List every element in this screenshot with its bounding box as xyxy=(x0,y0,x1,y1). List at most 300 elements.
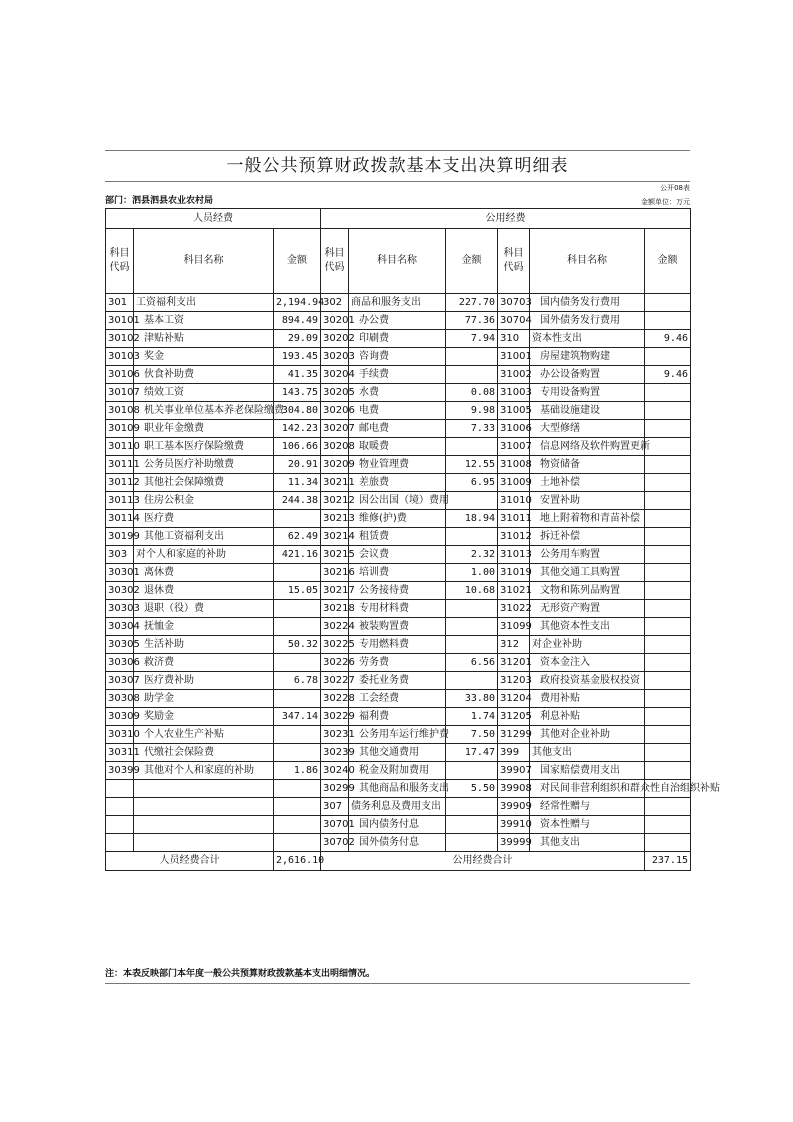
subject-amount xyxy=(274,816,321,834)
subject-amount: 5.50 xyxy=(446,780,498,798)
subject-amount: 421.16 xyxy=(274,546,321,564)
subject-code: 31011 xyxy=(498,510,530,528)
subject-amount xyxy=(446,834,498,852)
subject-name: 被装购置费 xyxy=(349,618,446,636)
subject-code: 39908 xyxy=(498,780,530,798)
subject-amount xyxy=(645,528,691,546)
table-row xyxy=(106,600,691,618)
subject-name: 公务接待费 xyxy=(349,582,446,600)
subject-code: 31007 xyxy=(498,438,530,456)
subject-code: 31008 xyxy=(498,456,530,474)
subject-code: 30229 xyxy=(321,708,349,726)
subject-code: 30702 xyxy=(321,834,349,852)
subject-name: 奖金 xyxy=(134,348,274,366)
subject-amount xyxy=(645,672,691,690)
subject-amount: 11.34 xyxy=(274,474,321,492)
subject-name: 差旅费 xyxy=(349,474,446,492)
header-name: 科目名称 xyxy=(530,229,645,294)
personnel-total-label: 人员经费合计 xyxy=(106,852,274,871)
subject-amount xyxy=(274,654,321,672)
subject-code: 30239 xyxy=(321,744,349,762)
table-row xyxy=(106,546,691,564)
subject-name: 邮电费 xyxy=(349,420,446,438)
subject-amount xyxy=(274,726,321,744)
subject-code: 31099 xyxy=(498,618,530,636)
subject-amount xyxy=(645,744,691,762)
subject-amount xyxy=(645,816,691,834)
subject-code: 30703 xyxy=(498,294,530,312)
subject-amount: 304.80 xyxy=(274,402,321,420)
subject-name: 土地补偿 xyxy=(530,474,645,492)
personnel-total-value: 2,616.10 xyxy=(274,852,321,871)
subject-code: 30216 xyxy=(321,564,349,582)
subject-amount: 15.05 xyxy=(274,582,321,600)
subject-name: 其他支出 xyxy=(530,744,645,762)
subject-code xyxy=(106,816,134,834)
subject-amount xyxy=(645,618,691,636)
table-row xyxy=(106,492,691,510)
subject-name: 拆迁补偿 xyxy=(530,528,645,546)
subject-code xyxy=(106,798,134,816)
subject-name: 物业管理费 xyxy=(349,456,446,474)
subject-amount: 7.50 xyxy=(446,726,498,744)
subject-amount xyxy=(446,492,498,510)
subject-name: 退休费 xyxy=(134,582,274,600)
subject-code: 30218 xyxy=(321,600,349,618)
subject-name: 公务用车运行维护费 xyxy=(349,726,446,744)
subject-amount xyxy=(446,438,498,456)
subject-name: 地上附着物和青苗补偿 xyxy=(530,510,645,528)
subject-amount xyxy=(446,618,498,636)
subject-code: 30224 xyxy=(321,618,349,636)
table-row xyxy=(106,744,691,762)
subject-name: 取暖费 xyxy=(349,438,446,456)
subject-amount: 142.23 xyxy=(274,420,321,438)
subject-name: 伙食补助费 xyxy=(134,366,274,384)
subject-amount xyxy=(645,582,691,600)
subject-amount: 9.98 xyxy=(446,402,498,420)
subject-code: 31012 xyxy=(498,528,530,546)
subject-code xyxy=(106,834,134,852)
subject-code: 30213 xyxy=(321,510,349,528)
subject-name: 生活补助 xyxy=(134,636,274,654)
subject-code: 30227 xyxy=(321,672,349,690)
subject-amount: 29.09 xyxy=(274,330,321,348)
subject-name: 医疗费补助 xyxy=(134,672,274,690)
subject-name: 其他对企业补助 xyxy=(530,726,645,744)
subject-code: 30303 xyxy=(106,600,134,618)
subject-name: 无形资产购置 xyxy=(530,600,645,618)
group-header-personnel: 人员经费 xyxy=(106,209,321,229)
subject-name xyxy=(134,780,274,798)
header-code: 科目代码 xyxy=(321,229,349,294)
subject-amount xyxy=(446,762,498,780)
table-row xyxy=(106,816,691,834)
table-row xyxy=(106,564,691,582)
subject-code: 31204 xyxy=(498,690,530,708)
subject-code: 31205 xyxy=(498,708,530,726)
subject-amount: 7.94 xyxy=(446,330,498,348)
subject-code: 30106 xyxy=(106,366,134,384)
subject-code: 30306 xyxy=(106,654,134,672)
subject-name: 奖励金 xyxy=(134,708,274,726)
table-row xyxy=(106,618,691,636)
subject-amount xyxy=(645,654,691,672)
subject-code: 30701 xyxy=(321,816,349,834)
subject-code: 30311 xyxy=(106,744,134,762)
subject-code: 307 xyxy=(321,798,349,816)
subject-amount xyxy=(274,600,321,618)
subject-code: 30202 xyxy=(321,330,349,348)
table-row xyxy=(106,330,691,348)
subject-name: 公务用车购置 xyxy=(530,546,645,564)
subject-code: 30307 xyxy=(106,672,134,690)
subject-name: 维修(护)费 xyxy=(349,510,446,528)
subject-amount xyxy=(446,798,498,816)
subject-name: 福利费 xyxy=(349,708,446,726)
subject-amount xyxy=(645,636,691,654)
subject-amount: 6.78 xyxy=(274,672,321,690)
subject-amount: 1.74 xyxy=(446,708,498,726)
subject-code: 30308 xyxy=(106,690,134,708)
subject-code: 31005 xyxy=(498,402,530,420)
subject-code: 30107 xyxy=(106,384,134,402)
subject-code: 30207 xyxy=(321,420,349,438)
header-amount: 金额 xyxy=(446,229,498,294)
subject-amount xyxy=(645,834,691,852)
subject-code: 301 xyxy=(106,294,134,312)
subject-amount: 7.33 xyxy=(446,420,498,438)
table-row xyxy=(106,672,691,690)
subject-amount xyxy=(645,438,691,456)
subject-code: 30304 xyxy=(106,618,134,636)
subject-amount xyxy=(645,798,691,816)
subject-code: 30226 xyxy=(321,654,349,672)
subject-name: 费用补贴 xyxy=(530,690,645,708)
subject-code: 310 xyxy=(498,330,530,348)
subject-code: 30114 xyxy=(106,510,134,528)
subject-name: 救济费 xyxy=(134,654,274,672)
table-row xyxy=(106,420,691,438)
subject-amount: 12.55 xyxy=(446,456,498,474)
subject-code: 30305 xyxy=(106,636,134,654)
subject-amount xyxy=(645,294,691,312)
subject-amount: 244.38 xyxy=(274,492,321,510)
subject-code: 31022 xyxy=(498,600,530,618)
subject-code: 31009 xyxy=(498,474,530,492)
subject-code: 31019 xyxy=(498,564,530,582)
subject-name: 安置补助 xyxy=(530,492,645,510)
subject-name: 印刷费 xyxy=(349,330,446,348)
subject-code: 30109 xyxy=(106,420,134,438)
table-row xyxy=(106,366,691,384)
subject-name: 资本性支出 xyxy=(530,330,645,348)
subject-name: 国内债务发行费用 xyxy=(530,294,645,312)
subject-code: 30205 xyxy=(321,384,349,402)
subject-code: 30211 xyxy=(321,474,349,492)
subject-code: 31006 xyxy=(498,420,530,438)
subject-amount: 2,194.94 xyxy=(274,294,321,312)
subject-code: 31003 xyxy=(498,384,530,402)
subject-amount xyxy=(645,312,691,330)
subject-name: 机关事业单位基本养老保险缴费 xyxy=(134,402,274,420)
subject-code: 31299 xyxy=(498,726,530,744)
subject-code: 30204 xyxy=(321,366,349,384)
table-row xyxy=(106,474,691,492)
subject-name: 商品和服务支出 xyxy=(349,294,446,312)
subject-name: 大型修缮 xyxy=(530,420,645,438)
subject-code: 30101 xyxy=(106,312,134,330)
subject-amount xyxy=(645,762,691,780)
table-row xyxy=(106,456,691,474)
subject-name: 资本性赠与 xyxy=(530,816,645,834)
subject-name: 其他工资福利支出 xyxy=(134,528,274,546)
subject-code: 30111 xyxy=(106,456,134,474)
subject-amount: 17.47 xyxy=(446,744,498,762)
subject-name xyxy=(134,816,274,834)
public-total-label: 公用经费合计 xyxy=(321,852,645,871)
subject-code: 31201 xyxy=(498,654,530,672)
subject-name: 退职（役）费 xyxy=(134,600,274,618)
subject-amount: 18.94 xyxy=(446,510,498,528)
subject-amount: 10.68 xyxy=(446,582,498,600)
subject-code: 39910 xyxy=(498,816,530,834)
subject-code: 30215 xyxy=(321,546,349,564)
subject-code: 30399 xyxy=(106,762,134,780)
subject-name: 国外债务发行费用 xyxy=(530,312,645,330)
subject-amount xyxy=(274,780,321,798)
subject-amount xyxy=(645,564,691,582)
subject-amount: 20.91 xyxy=(274,456,321,474)
subject-amount xyxy=(446,366,498,384)
subject-amount xyxy=(446,816,498,834)
subject-name: 其他交通工具购置 xyxy=(530,564,645,582)
subject-name: 利息补贴 xyxy=(530,708,645,726)
subject-amount xyxy=(446,348,498,366)
subject-name: 咨询费 xyxy=(349,348,446,366)
subject-amount xyxy=(274,564,321,582)
table-row xyxy=(106,348,691,366)
table-row xyxy=(106,294,691,312)
subject-amount: 1.86 xyxy=(274,762,321,780)
subject-amount xyxy=(645,474,691,492)
table-row xyxy=(106,402,691,420)
subject-amount: 6.56 xyxy=(446,654,498,672)
table-row xyxy=(106,438,691,456)
subject-amount: 0.08 xyxy=(446,384,498,402)
subject-code xyxy=(106,780,134,798)
subject-name xyxy=(134,834,274,852)
subject-name: 因公出国（境）费用 xyxy=(349,492,446,510)
header-amount: 金额 xyxy=(645,229,691,294)
subject-name: 税金及附加费用 xyxy=(349,762,446,780)
subject-amount xyxy=(446,528,498,546)
subject-amount: 77.36 xyxy=(446,312,498,330)
subject-code: 30203 xyxy=(321,348,349,366)
subject-name: 办公费 xyxy=(349,312,446,330)
subject-name: 专用材料费 xyxy=(349,600,446,618)
subject-name: 住房公积金 xyxy=(134,492,274,510)
table-row xyxy=(106,726,691,744)
header-code: 科目代码 xyxy=(106,229,134,294)
subject-name: 物资储备 xyxy=(530,456,645,474)
subject-code: 302 xyxy=(321,294,349,312)
subject-name: 公务员医疗补助缴费 xyxy=(134,456,274,474)
subject-name: 其他资本性支出 xyxy=(530,618,645,636)
subject-amount: 50.32 xyxy=(274,636,321,654)
subject-amount xyxy=(274,834,321,852)
subject-name: 债务利息及费用支出 xyxy=(349,798,446,816)
table-row xyxy=(106,510,691,528)
subject-code: 30108 xyxy=(106,402,134,420)
subject-amount: 62.49 xyxy=(274,528,321,546)
subject-code: 30299 xyxy=(321,780,349,798)
table-row xyxy=(106,654,691,672)
subject-amount xyxy=(645,726,691,744)
subject-code: 30212 xyxy=(321,492,349,510)
subject-code: 312 xyxy=(498,636,530,654)
subject-code: 30113 xyxy=(106,492,134,510)
table-row xyxy=(106,708,691,726)
subject-name: 助学金 xyxy=(134,690,274,708)
totals-row xyxy=(106,852,691,871)
subject-name: 离休费 xyxy=(134,564,274,582)
subject-amount: 193.45 xyxy=(274,348,321,366)
subject-code: 39907 xyxy=(498,762,530,780)
subject-amount xyxy=(645,420,691,438)
subject-amount xyxy=(645,402,691,420)
subject-code: 31013 xyxy=(498,546,530,564)
table-row xyxy=(106,780,691,798)
subject-code: 30102 xyxy=(106,330,134,348)
subject-name: 专用设备购置 xyxy=(530,384,645,402)
group-header-public: 公用经费 xyxy=(321,209,691,229)
subject-name: 工资福利支出 xyxy=(134,294,274,312)
subject-name: 手续费 xyxy=(349,366,446,384)
expenditure-table xyxy=(105,208,720,871)
subject-code: 30199 xyxy=(106,528,134,546)
subject-amount: 1.00 xyxy=(446,564,498,582)
subject-name: 国外债务付息 xyxy=(349,834,446,852)
header-amount: 金额 xyxy=(274,229,321,294)
subject-name: 其他社会保障缴费 xyxy=(134,474,274,492)
subject-name: 其他商品和服务支出 xyxy=(349,780,446,798)
subject-code: 30201 xyxy=(321,312,349,330)
subject-amount xyxy=(645,492,691,510)
subject-code: 30309 xyxy=(106,708,134,726)
subject-amount xyxy=(274,744,321,762)
table-row xyxy=(106,528,691,546)
subject-name: 个人农业生产补贴 xyxy=(134,726,274,744)
subject-code: 30228 xyxy=(321,690,349,708)
subject-code: 30240 xyxy=(321,762,349,780)
subject-amount xyxy=(645,546,691,564)
subject-name: 办公设备购置 xyxy=(530,366,645,384)
subject-amount: 6.95 xyxy=(446,474,498,492)
subject-name: 电费 xyxy=(349,402,446,420)
subject-code: 30208 xyxy=(321,438,349,456)
subject-amount: 227.70 xyxy=(446,294,498,312)
table-row xyxy=(106,762,691,780)
subject-name: 基础设施建设 xyxy=(530,402,645,420)
amount-unit: 金额单位：万元 xyxy=(641,198,690,206)
subject-code: 30310 xyxy=(106,726,134,744)
subject-amount: 106.66 xyxy=(274,438,321,456)
subject-name: 水费 xyxy=(349,384,446,402)
subject-amount xyxy=(274,510,321,528)
subject-code: 30225 xyxy=(321,636,349,654)
subject-code: 30302 xyxy=(106,582,134,600)
subject-name: 资本金注入 xyxy=(530,654,645,672)
subject-amount xyxy=(645,348,691,366)
department-label: 部门：泗县泗县农业农村局 xyxy=(105,196,214,206)
table-row xyxy=(106,312,691,330)
subject-amount xyxy=(645,690,691,708)
header-name: 科目名称 xyxy=(349,229,446,294)
subject-amount xyxy=(274,798,321,816)
subject-name: 抚恤金 xyxy=(134,618,274,636)
subject-code: 31203 xyxy=(498,672,530,690)
header-name: 科目名称 xyxy=(134,229,274,294)
subject-amount xyxy=(645,600,691,618)
form-reference: 公开08表 xyxy=(660,184,690,192)
subject-name: 培训费 xyxy=(349,564,446,582)
subject-name: 房屋建筑物购建 xyxy=(530,348,645,366)
subject-amount: 9.46 xyxy=(645,366,691,384)
subject-name: 其他交通费用 xyxy=(349,744,446,762)
subject-code: 30110 xyxy=(106,438,134,456)
subject-amount: 2.32 xyxy=(446,546,498,564)
subject-name xyxy=(134,798,274,816)
subject-name: 政府投资基金股权投资 xyxy=(530,672,645,690)
subject-code: 31002 xyxy=(498,366,530,384)
subject-name: 租赁费 xyxy=(349,528,446,546)
subject-name: 劳务费 xyxy=(349,654,446,672)
subject-amount xyxy=(274,690,321,708)
subject-code: 30103 xyxy=(106,348,134,366)
subject-name: 职工基本医疗保险缴费 xyxy=(134,438,274,456)
table-row xyxy=(106,384,691,402)
subject-amount xyxy=(274,618,321,636)
subject-code: 39999 xyxy=(498,834,530,852)
subject-code: 30214 xyxy=(321,528,349,546)
subject-name: 基本工资 xyxy=(134,312,274,330)
subject-name: 信息网络及软件购置更新 xyxy=(530,438,645,456)
subject-name: 文物和陈列品购置 xyxy=(530,582,645,600)
subject-amount: 143.75 xyxy=(274,384,321,402)
subject-name: 绩效工资 xyxy=(134,384,274,402)
subject-amount: 894.49 xyxy=(274,312,321,330)
subject-amount xyxy=(645,510,691,528)
subject-name: 代缴社会保险费 xyxy=(134,744,274,762)
table-row xyxy=(106,636,691,654)
subject-amount: 33.80 xyxy=(446,690,498,708)
subject-amount: 347.14 xyxy=(274,708,321,726)
subject-name: 专用燃料费 xyxy=(349,636,446,654)
table-body xyxy=(106,294,720,852)
subject-code: 31010 xyxy=(498,492,530,510)
subject-code: 30704 xyxy=(498,312,530,330)
report-title: 一般公共预算财政拨款基本支出决算明细表 xyxy=(105,150,690,182)
table-row xyxy=(106,582,691,600)
subject-name: 医疗费 xyxy=(134,510,274,528)
subject-name: 经常性赠与 xyxy=(530,798,645,816)
public-total-value: 237.15 xyxy=(645,852,691,871)
subject-code: 303 xyxy=(106,546,134,564)
subject-name: 对企业补助 xyxy=(530,636,645,654)
table-row xyxy=(106,690,691,708)
subject-code: 399 xyxy=(498,744,530,762)
